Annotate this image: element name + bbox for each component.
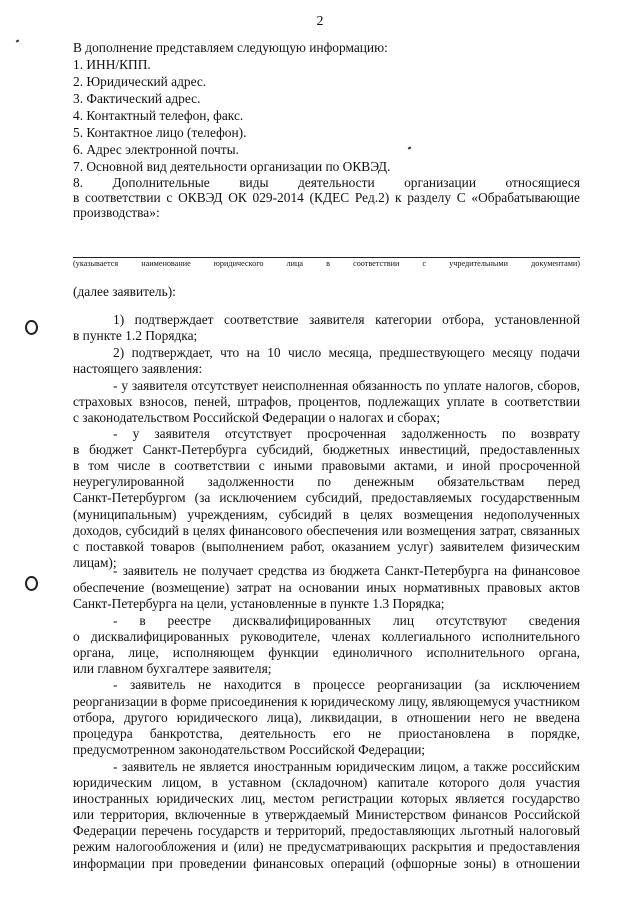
body-line: в бюджет Санкт-Петербурга субсидий, бюджетных инвестиций, предоставленных bbox=[73, 442, 580, 457]
punch-hole-mark bbox=[25, 576, 38, 591]
body-line: страховых взносов, пеней, штрафов, процентов, подлежащих уплате в соответствии bbox=[73, 394, 580, 409]
body-line: реорганизации в форме присоединения к юридическому лицу, являющемуся участником bbox=[73, 694, 580, 709]
body-line: 2) подтверждает, что на 10 число месяца, предшествующего месяцу подачи bbox=[113, 345, 580, 360]
punch-hole-mark bbox=[25, 320, 38, 335]
body-line: или главном бухгалтере заявителя; bbox=[73, 661, 272, 676]
body-line: отбора, другого юридического лица), ликвидации, в отношении него не введена bbox=[73, 710, 580, 725]
info-item: 1. ИНН/КПП. bbox=[73, 57, 151, 72]
body-line: неурегулированной задолженности по денежным обязательствам перед bbox=[73, 474, 580, 489]
body-line: о дисквалифицированных руководителе, членах коллегиального исполнительного bbox=[73, 629, 580, 644]
info-item: 2. Юридический адрес. bbox=[73, 74, 207, 89]
info-item-8: 8. Дополнительные виды деятельности организации относящиеся bbox=[73, 175, 580, 190]
body-line: с поставкой товаров (выполнением работ, оказанием услуг) заявителем физическим bbox=[73, 539, 580, 554]
info-item: 3. Фактический адрес. bbox=[73, 91, 201, 106]
body-line: Санкт-Петербурга на цели, установленные в пункте 1.3 Порядка; bbox=[73, 596, 445, 611]
body-line: - в реестре дисквалифицированных лиц отсутствуют сведения bbox=[113, 613, 580, 628]
applicant-line: (далее заявитель): bbox=[73, 284, 176, 299]
body-line: предусмотренном законодательством Российской Федерации; bbox=[73, 742, 426, 757]
info-item: 6. Адрес электронной почты. bbox=[73, 142, 239, 157]
field-caption: (указывается наименование юридического лица в соответствии с учредительными документами) bbox=[73, 259, 580, 268]
body-line: - у заявителя отсутствует просроченная задолженность по возврату bbox=[113, 426, 580, 441]
info-item-8: производства»: bbox=[73, 205, 160, 220]
info-item: 5. Контактное лицо (телефон). bbox=[73, 125, 247, 140]
body-line: (муниципальным) учреждениям, субсидий в целях возмещения недополученных bbox=[73, 507, 580, 522]
info-item-8: в соответствии с ОКВЭД ОК 029-2014 (КДЕС Ред.2) к разделу С «Обрабатывающие bbox=[73, 190, 580, 205]
scan-speck bbox=[408, 146, 412, 149]
body-line: обеспечение (возмещение) затрат на основании иных нормативных правовых актов bbox=[73, 580, 580, 595]
scan-speck bbox=[16, 39, 20, 42]
body-line: режим налогообложения и (или) не предусматривающих раскрытия и предоставления bbox=[73, 839, 580, 854]
page-number: 2 bbox=[316, 14, 324, 29]
body-line: юридическим лицом, в уставном (складочном) капитале которого доля участия bbox=[73, 775, 580, 790]
body-line: с законодательством Российской Федерации о налогах и сборах; bbox=[73, 410, 441, 425]
body-line: Санкт-Петербургом (за исключением субсидий, предоставляемых государственным bbox=[73, 490, 580, 505]
body-line: или территория, включенные в утверждаемый Министерством финансов Российской bbox=[73, 807, 580, 822]
body-line: процедура банкротства, деятельность его не приостановлена в порядке, bbox=[73, 726, 580, 741]
info-item: 7. Основной вид деятельности организации по ОКВЭД. bbox=[73, 159, 391, 174]
body-line: в пункте 1.2 Порядка; bbox=[73, 328, 198, 343]
body-line: - заявитель не находится в процессе реорганизации (за исключением bbox=[113, 677, 580, 692]
info-item: 4. Контактный телефон, факс. bbox=[73, 108, 244, 123]
body-line: иностранных юридических лиц, местом регистрации которых является государство bbox=[73, 791, 580, 806]
body-line: в том числе в соответствии с иными правовыми актами, и иной просроченной bbox=[73, 458, 580, 473]
body-line: - у заявителя отсутствует неисполненная обязанность по уплате налогов, сборов, bbox=[113, 378, 580, 393]
body-line: - заявитель не является иностранным юридическим лицом, а также российским bbox=[113, 759, 580, 774]
body-line: лицам); bbox=[73, 555, 117, 570]
body-line: - заявитель не получает средства из бюджета Санкт-Петербурга на финансовое bbox=[113, 563, 580, 578]
body-line: настоящего заявления: bbox=[73, 361, 203, 376]
fill-in-line bbox=[73, 257, 580, 258]
body-line: 1) подтверждает соответствие заявителя категории отбора, установленной bbox=[113, 312, 580, 327]
body-line: Федерации перечень государств и территорий, предоставляющих льготный налоговый bbox=[73, 823, 580, 838]
body-line: доходов, субсидий в целях финансового обеспечения или возмещения затрат, связанных bbox=[73, 523, 580, 538]
body-line: органа, лице, исполняющем функции единоличного исполнительного органа, bbox=[73, 645, 580, 660]
intro-line: В дополнение представляем следующую информацию: bbox=[73, 40, 388, 55]
body-line: информации при проведении финансовых операций (офшорные зоны) в отношении bbox=[73, 856, 580, 871]
